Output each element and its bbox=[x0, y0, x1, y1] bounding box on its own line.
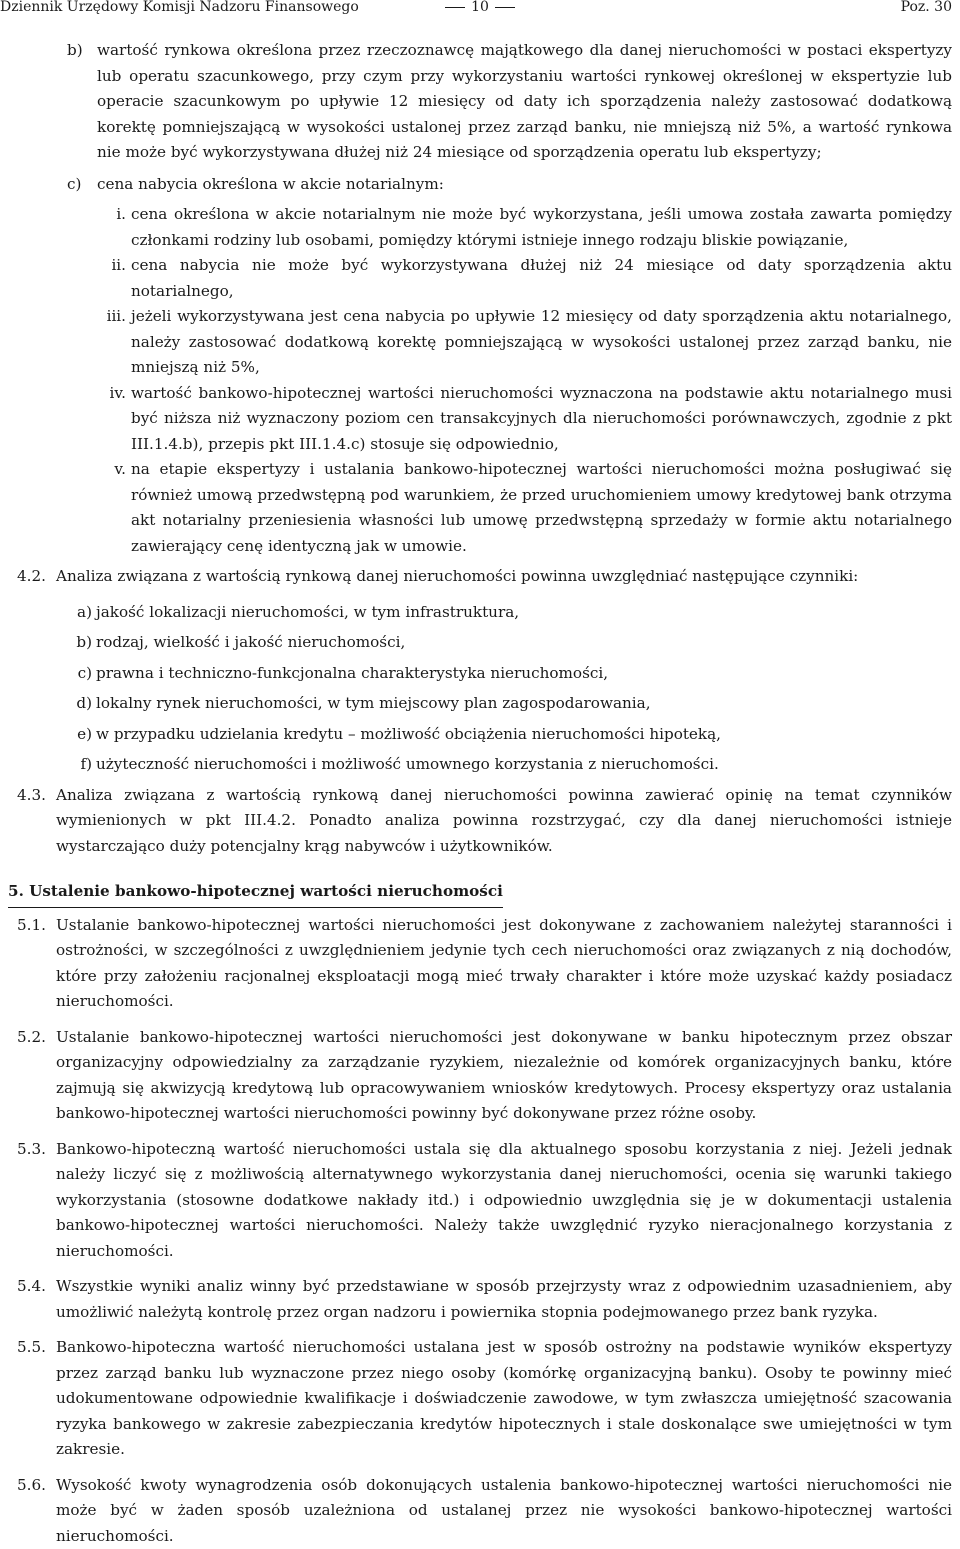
journal-title: Dziennik Urzędowy Komisji Nadzoru Finansowego bbox=[0, 0, 359, 16]
point-5-3: 5.3. Bankowo-hipoteczną wartość nieruchomości ustala się dla aktualnego sposobu korzystania z niej. Jeżeli jednak należy liczyć się z możliwością alternatywnego wykorzystania danej nieruchomości, ocenia się warunki takiego wykorzystania (stosowne dodatkowe nakłady itd.) i odpowiednio uwzględnia się je w dokumentacji ustalenia bankowo-hipotecznej wartości nieruchomości. Należy także uwzględnić ryzyko nieracjonalnego korzystania z nieruchomości. bbox=[0, 1137, 960, 1265]
factor-item-f: f) użyteczność nieruchomości i możliwość umownego korzystania z nieruchomości. bbox=[0, 752, 960, 778]
point-5-1: 5.1. Ustalanie bankowo-hipotecznej wartości nieruchomości jest dokonywane z zachowaniem należytej staranności i ostrożności, w szczególności z uwzględnieniem jedynie tych cech nieruchomości oraz związanych z nią dochodów, które przy założeniu racjonalnej eksploatacji mogą mieć trwały charakter i które może uzyskać każdy posiadacz nieruchomości. bbox=[0, 913, 960, 1015]
point-4-2: 4.2. Analiza związana z wartością rynkową danej nieruchomości powinna uwzględniać następujące czynniki: bbox=[0, 564, 960, 590]
factor-item-a: a) jakość lokalizacji nieruchomości, w tym infrastruktura, bbox=[0, 600, 960, 626]
roman-item-ii: ii. cena nabycia nie może być wykorzystywana dłużej niż 24 miesiące od daty sporządzenia aktu notarialnego, bbox=[0, 253, 960, 304]
roman-item-iv: iv. wartość bankowo-hipotecznej wartości nieruchomości wyznaczona na podstawie aktu notarialnego musi być niższa niż wyznaczony poziom cen transakcyjnych dla nieruchomości porównawczych, zgodnie z pkt III.1.4.b), przepis pkt III.1.4.c) stosuje się odpowiednio, bbox=[0, 381, 960, 458]
point-5-5: 5.5. Bankowo-hipoteczna wartość nieruchomości ustalana jest w sposób ostrożny na podstawie wyników ekspertyzy przez zarząd banku lub wyznaczone przez niego osoby (komórkę organizacyjną banku). Osoby te powinny mieć udokumentowane odpowiednie kwalifikacje i doświadczenie zawodowe, w tym zwłaszcza umiejętność szacowania ryzyka bankowego w zakresie zabezpieczania kredytów hipotecznych i stale doskonalące swe umiejętności w tym zakresie. bbox=[0, 1335, 960, 1463]
roman-item-i: i. cena określona w akcie notarialnym nie może być wykorzystana, jeśli umowa została zawarta pomiędzy członkami rodziny lub osobami, pomiędzy którymi istnieje innego rodzaju bliskie powiązanie, bbox=[0, 202, 960, 253]
page-number: 10 bbox=[0, 0, 960, 16]
list-item-c: c) cena nabycia określona w akcie notarialnym: bbox=[0, 172, 960, 198]
roman-item-v: v. na etapie ekspertyzy i ustalania bankowo-hipotecznej wartości nieruchomości można posługiwać się również umową przedwstępną pod warunkiem, że przed uruchomieniem umowy kredytowej bank otrzyma akt notarialny przeniesienia własności lub umowę przedwstępną sprzedaży w formie aktu notarialnego zawierający cenę identyczną jak w umowie. bbox=[0, 457, 960, 559]
point-4-3: 4.3. Analiza związana z wartością rynkową danej nieruchomości powinna zawierać opinię na temat czynników wymienionych w pkt III.4.2. Ponadto analiza powinna rozstrzygać, czy dla danej nieruchomości istnieje wystarczająco duży potencjalny krąg nabywców i użytkowników. bbox=[0, 783, 960, 860]
roman-item-iii: iii. jeżeli wykorzystywana jest cena nabycia po upływie 12 miesięcy od daty sporządzenia aktu notarialnego, należy zastosować dodatkową korektę pomniejszającą w wysokości ustalonej przez zarząd banku, nie mniejszą niż 5%, bbox=[0, 304, 960, 381]
page-header bbox=[0, 0, 960, 22]
document-body bbox=[0, 38, 960, 1549]
point-5-4: 5.4. Wszystkie wyniki analiz winny być przedstawiane w sposób przejrzysty wraz z odpowiednim uzasadnieniem, aby umożliwić należytą kontrolę przez organ nadzoru i powiernika stopnia podejmowanego przez bank ryzyka. bbox=[0, 1274, 960, 1325]
section-5-heading: 5. Ustalenie bankowo-hipotecznej wartości nieruchomości bbox=[0, 879, 960, 908]
point-5-6: 5.6. Wysokość kwoty wynagrodzenia osób dokonujących ustalenia bankowo-hipotecznej wartości nieruchomości nie może być w żaden sposób uzależniona od ustalanej przez nie wysokości bankowo-hipotecznej wartości nieruchomości. bbox=[0, 1473, 960, 1549]
list-item-b: b) wartość rynkowa określona przez rzeczoznawcę majątkowego dla danej nieruchomości w postaci ekspertyzy lub operatu szacunkowego, przy czym przy wykorzystaniu wartości rynkowej określonej w ekspertyzie lub operacie szacunkowym po upływie 12 miesięcy od daty ich sporządzenia należy zastosować dodatkową korektę pomniejszającą w wysokości ustalonej przez zarząd banku, nie mniejszą niż 5%, a wartość rynkowa nie może być wykorzystywana dłużej niż 24 miesiące od sporządzenia operatu lub ekspertyzy; bbox=[0, 38, 960, 166]
factor-item-d: d) lokalny rynek nieruchomości, w tym miejscowy plan zagospodarowania, bbox=[0, 691, 960, 717]
factor-item-e: e) w przypadku udzielania kredytu – możliwość obciążenia nieruchomości hipoteką, bbox=[0, 722, 960, 748]
position-number: Poz. 30 bbox=[901, 0, 952, 16]
factor-item-b: b) rodzaj, wielkość i jakość nieruchomości, bbox=[0, 630, 960, 656]
point-5-2: 5.2. Ustalanie bankowo-hipotecznej wartości nieruchomości jest dokonywane w banku hipotecznym przez obszar organizacyjny odpowiedzialny za zarządzanie ryzykiem, niezależnie od komórek organizacyjnych banku, które zajmują się akwizycją kredytową lub opracowywaniem wniosków kredytowych. Procesy ekspertyzy oraz ustalania bankowo-hipotecznej wartości nieruchomości powinny być dokonywane przez różne osoby. bbox=[0, 1025, 960, 1127]
factor-item-c: c) prawna i techniczno-funkcjonalna charakterystyka nieruchomości, bbox=[0, 661, 960, 687]
